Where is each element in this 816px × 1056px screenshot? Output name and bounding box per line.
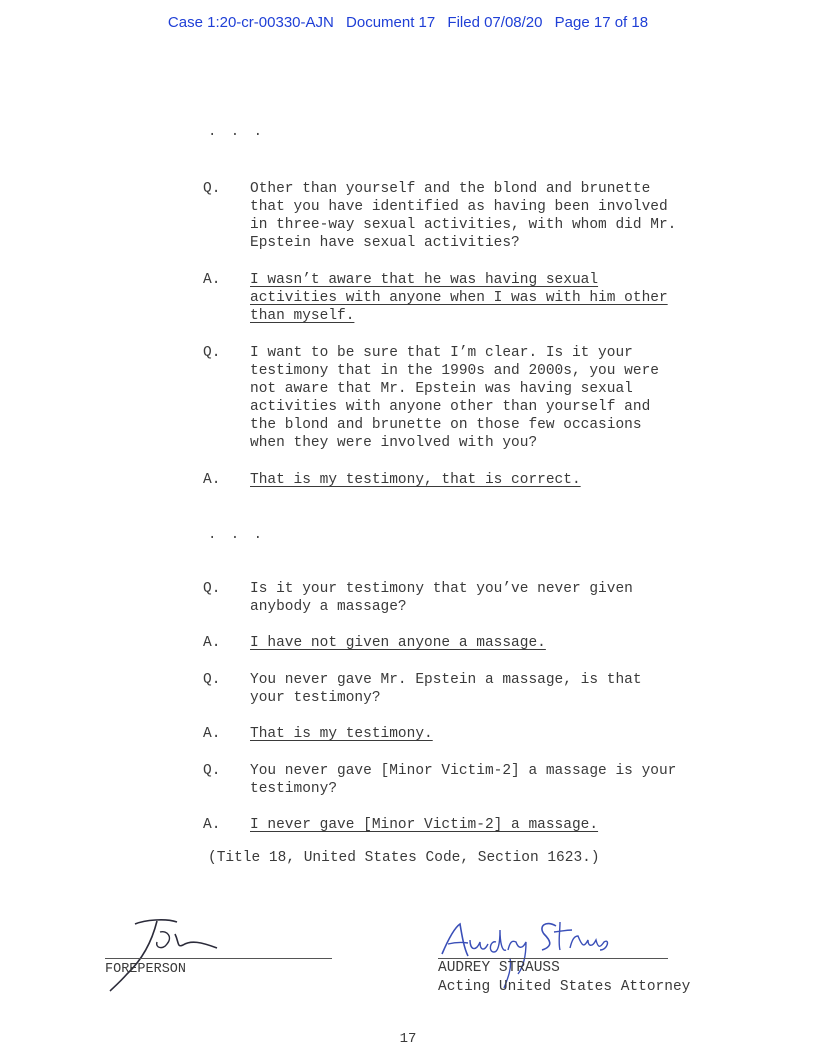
qa-label: A.	[203, 272, 221, 288]
question-5	[203, 762, 733, 798]
question-text: You never gave Mr. Epstein a massage, is that your testimony?	[250, 672, 642, 706]
attorney-title: Acting United States Attorney	[438, 979, 691, 995]
document-number: Document 17	[346, 14, 436, 31]
foreperson-signature-line	[105, 958, 332, 959]
qa-label: A.	[203, 472, 221, 488]
question-1	[203, 180, 733, 252]
answer-text: That is my testimony, that is correct.	[250, 472, 581, 488]
case-number: Case 1:20-cr-00330-AJN	[167, 14, 334, 31]
question-3	[203, 580, 733, 616]
question-4	[203, 671, 733, 707]
case-header	[0, 14, 816, 31]
qa-label: Q.	[203, 672, 221, 688]
question-2	[203, 344, 733, 452]
answer-text: I never gave [Minor Victim-2] a massage.	[250, 817, 599, 833]
page-number: 17	[399, 1031, 417, 1047]
attorney-name: AUDREY STRAUSS	[438, 960, 560, 976]
qa-label: Q.	[203, 181, 221, 197]
omission-ellipsis: . . .	[208, 527, 266, 543]
foreperson-signature	[105, 912, 225, 992]
qa-label: A.	[203, 817, 221, 833]
qa-label: A.	[203, 635, 221, 651]
qa-label: Q.	[203, 763, 221, 779]
qa-label: Q.	[203, 581, 221, 597]
answer-1	[203, 271, 733, 325]
answer-3	[203, 634, 733, 652]
question-text: I want to be sure that I’m clear. Is it your testimony that in the 1990s and 2000s, you were not aware that Mr. Epstein was having sexual activities with anyone other than yourself and the blond and brunette on those few occasions when they were involved with you?	[250, 345, 659, 451]
answer-4	[203, 725, 733, 743]
answer-text: That is my testimony.	[250, 726, 433, 742]
answer-2	[203, 471, 733, 489]
answer-text: I have not given anyone a massage.	[250, 635, 546, 651]
statute-citation: (Title 18, United States Code, Section 1623.)	[208, 850, 600, 866]
question-text: You never gave [Minor Victim-2] a massage is your testimony?	[250, 763, 677, 797]
qa-label: A.	[203, 726, 221, 742]
filed-date: Filed 07/08/20	[447, 14, 543, 31]
qa-label: Q.	[203, 345, 221, 361]
attorney-name-block	[438, 959, 690, 997]
omission-ellipsis: . . .	[208, 124, 266, 140]
answer-5	[203, 816, 733, 834]
answer-text: I wasn’t aware that he was having sexual activities with anyone when I was with him other than myself.	[250, 272, 668, 324]
foreperson-title: FOREPERSON	[105, 962, 187, 977]
question-text: Other than yourself and the blond and brunette that you have identified as having been involved in three-way sexual activities, with whom did Mr. Epstein have sexual activities?	[250, 181, 677, 251]
question-text: Is it your testimony that you’ve never given anybody a massage?	[250, 581, 633, 615]
page-indicator: Page 17 of 18	[554, 14, 649, 31]
